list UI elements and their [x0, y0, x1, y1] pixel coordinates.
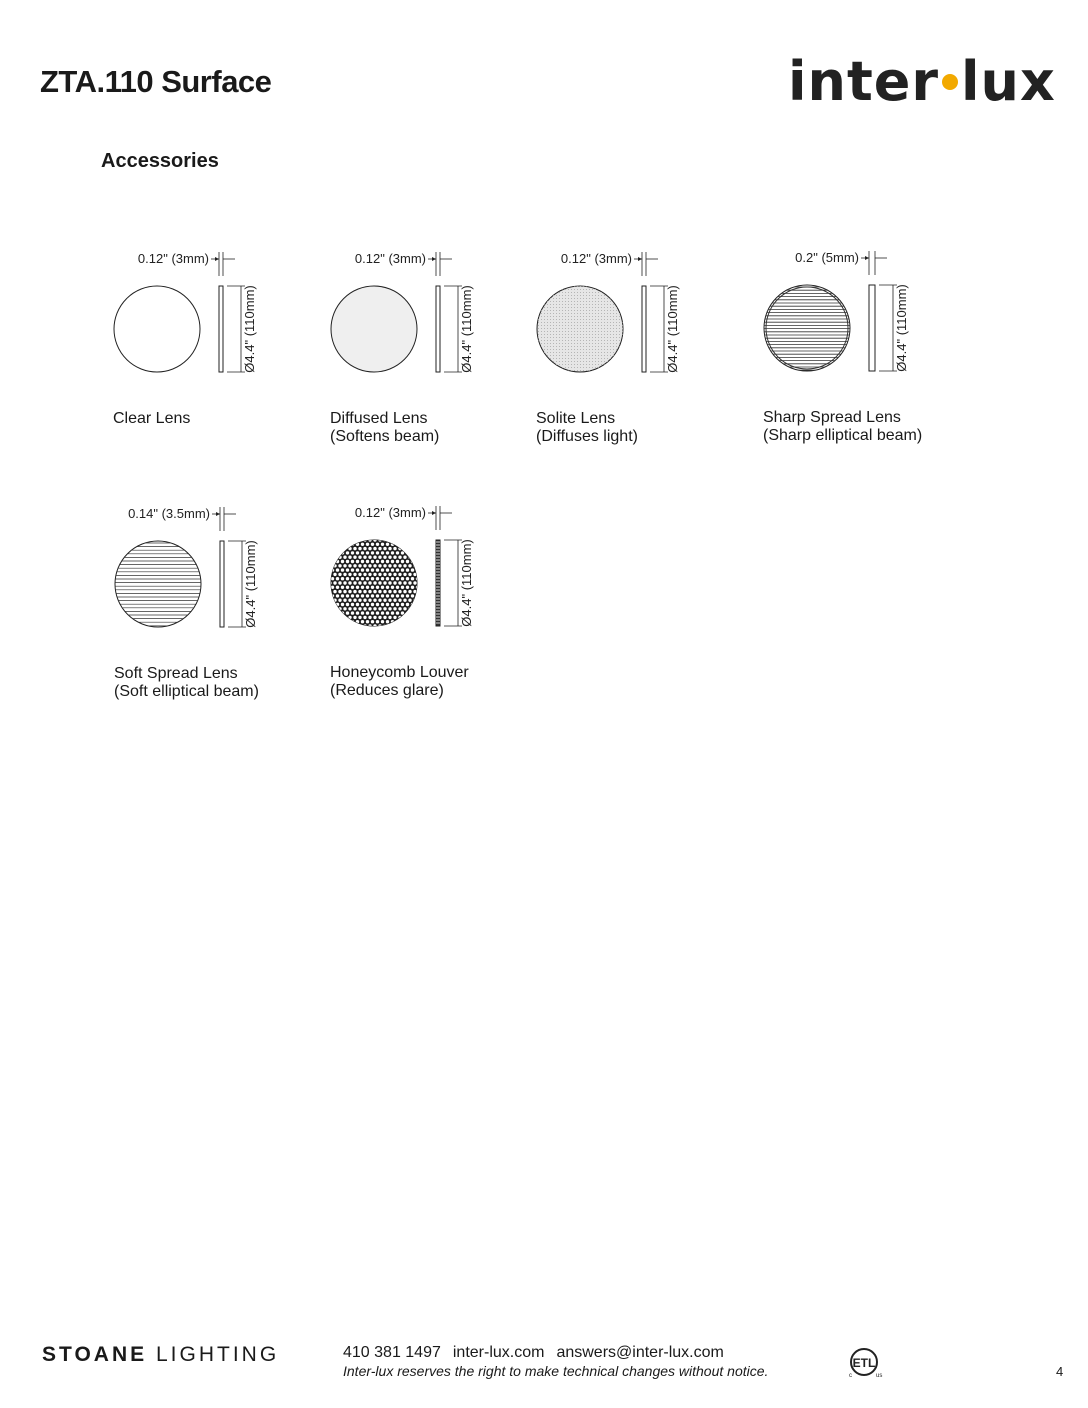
diameter-label: Ø4.4" (110mm): [459, 539, 474, 627]
accessory-solite-lens: [536, 248, 756, 446]
diameter-label: Ø4.4" (110mm): [242, 285, 257, 373]
accessory-subtitle: (Reduces glare): [330, 682, 444, 699]
lens-drawing: [113, 248, 293, 388]
contact-line: [343, 1344, 736, 1362]
logo-dot: [942, 74, 958, 90]
stoane-lighting-brand: [42, 1343, 279, 1367]
svg-text:c: c: [849, 1373, 852, 1379]
website-link[interactable]: inter-lux.com: [452, 1344, 545, 1361]
page-title: ZTA.110 Surface: [40, 64, 272, 99]
thickness-label: 0.14" (3.5mm): [128, 506, 210, 521]
notice-text: Inter-lux reserves the right to make technical changes without notice.: [343, 1363, 769, 1379]
diameter-label: Ø4.4" (110mm): [894, 284, 909, 372]
thickness-label: 0.12" (3mm): [354, 251, 426, 266]
thickness-label: 0.12" (3mm): [137, 251, 209, 266]
email-link[interactable]: answers@inter-lux.com: [556, 1344, 724, 1361]
lens-drawing: [330, 248, 510, 388]
diameter-label: Ø4.4" (110mm): [243, 540, 258, 628]
accessory-soft-spread-lens: [114, 503, 334, 701]
accessory-subtitle: (Diffuses light): [536, 428, 638, 445]
lens-face: [764, 285, 850, 371]
page-number: 4: [1056, 1364, 1064, 1379]
lens-drawing: [330, 502, 510, 642]
lens-side-profile: [436, 540, 440, 626]
accessory-honeycomb-louver: [330, 502, 550, 700]
lens-drawing: [114, 503, 294, 643]
diameter-label: Ø4.4" (110mm): [459, 285, 474, 373]
lens-drawing: [536, 248, 716, 388]
lens-side-profile: [219, 286, 223, 372]
accessory-name: Honeycomb Louver: [330, 664, 469, 681]
logo-left: inter: [788, 50, 940, 113]
lens-face: [331, 286, 417, 372]
accessory-clear-lens: [113, 248, 333, 428]
logo-right: lux: [961, 50, 1056, 113]
lens-side-profile: [642, 286, 646, 372]
thickness-label: 0.12" (3mm): [354, 505, 426, 520]
accessory-sharp-spread-lens: [763, 247, 983, 445]
accessory-name: Solite Lens: [536, 410, 616, 427]
lens-side-profile: [220, 541, 224, 627]
accessory-subtitle: (Sharp elliptical beam): [763, 427, 923, 444]
etl-cert-icon: [846, 1346, 890, 1385]
accessory-subtitle: (Soft elliptical beam): [114, 683, 259, 700]
lens-face: [114, 286, 200, 372]
lens-side-profile: [869, 285, 875, 371]
phone-number: 410 381 1497: [343, 1344, 441, 1361]
brand-bold: STOANE: [42, 1343, 148, 1366]
lens-drawing: [763, 247, 943, 387]
diameter-label: Ø4.4" (110mm): [665, 285, 680, 373]
brand-light: LIGHTING: [155, 1343, 280, 1366]
accessory-name: Clear Lens: [113, 410, 191, 427]
etl-cert-text: ETL: [852, 1356, 876, 1370]
accessory-name: Soft Spread Lens: [114, 665, 238, 682]
svg-text:us: us: [876, 1373, 883, 1379]
accessory-diffused-lens: [330, 248, 550, 446]
accessory-name: Diffused Lens: [330, 410, 428, 427]
lens-side-profile: [436, 286, 440, 372]
accessory-subtitle: (Softens beam): [330, 428, 440, 445]
thickness-label: 0.2" (5mm): [795, 250, 859, 265]
inter-lux-logo: [788, 50, 1056, 113]
thickness-label: 0.12" (3mm): [560, 251, 632, 266]
section-title: Accessories: [101, 150, 219, 172]
accessory-name: Sharp Spread Lens: [763, 409, 901, 426]
